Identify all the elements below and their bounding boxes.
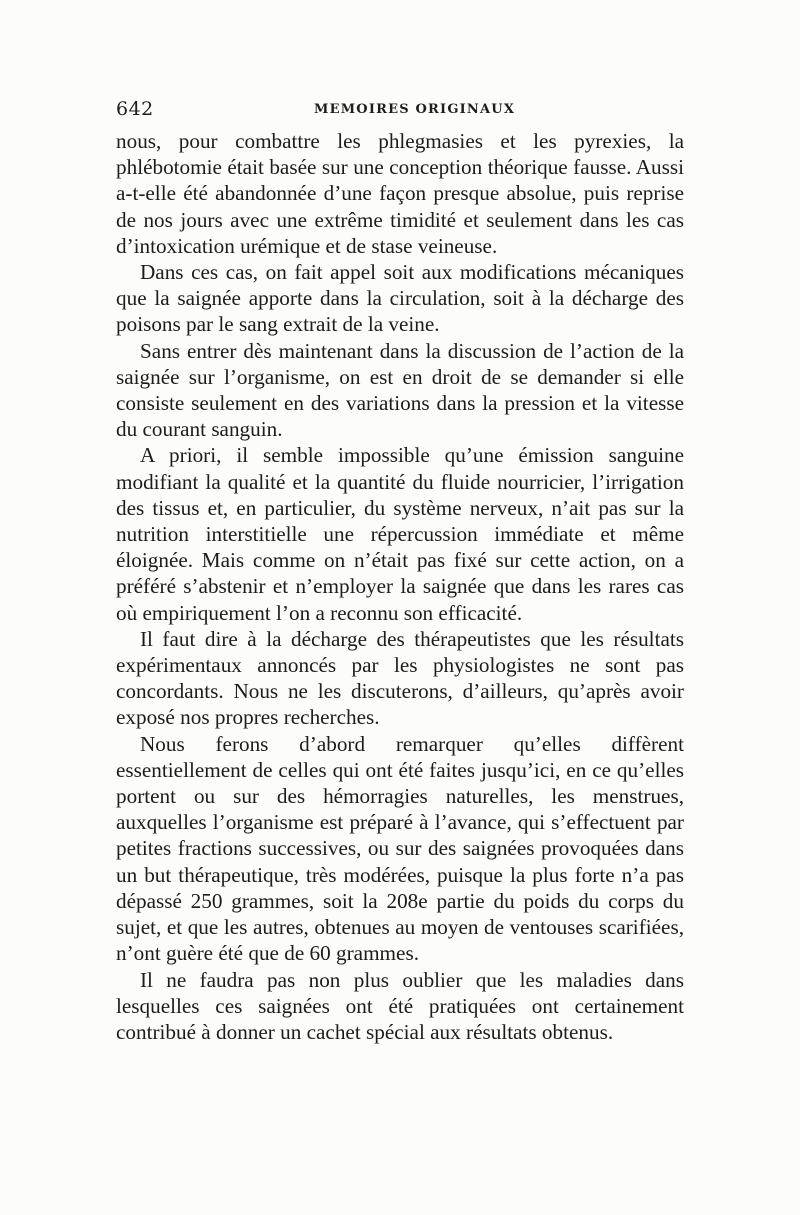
page-number: 642 [116,98,154,120]
paragraph-4: A priori, il semble impossible qu’une émission sanguine modifiant la qualité et la quantité du fluide nourricier, l’irrigation des tissus et, en particulier, du système nerveux, n’ait pas sur la nutrition interstitielle une répercussion immédiate et même éloignée. Mais comme on n’était pas fixé sur cette action, on a préféré s’abstenir et n’employer la saignée que dans les rares cas où empiriquement l’on a reconnu son efficacité. [116,443,684,625]
paragraph-1: nous, pour combattre les phlegmasies et les pyrexies, la phlébotomie était basée sur une conception théorique fausse. Aussi a-t-elle été abandonnée d’une façon presque absolue, puis reprise de nos jours avec une extrême timidité et seulement dans les cas d’intoxication urémique et de stase veineuse. [116,129,684,258]
paragraph-2: Dans ces cas, on fait appel soit aux modifications mécaniques que la saignée apporte dans la circulation, soit à la décharge des poisons par le sang extrait de la veine. [116,260,684,337]
page-header [116,98,682,124]
paragraph-7: Il ne faudra pas non plus oublier que les maladies dans lesquelles ces saignées ont été pratiquées ont certainement contribué à donner un cachet spécial aux résultats obtenus. [116,967,684,1044]
running-title: MEMOIRES ORIGINAUX [314,102,516,117]
paragraph-5: Il faut dire à la décharge des thérapeutistes que les résultats expérimentaux annoncés par les physiologistes ne sont pas concordants. Nous ne les discuterons, d’ailleurs, qu’après avoir exposé nos propres recherches. [116,626,684,730]
body-text [116,128,684,1045]
paragraph-6: Nous ferons d’abord remarquer qu’elles diffèrent essentiellement de celles qui ont été faites jusqu’ici, en ce qu’elles portent ou sur des hémorragies naturelles, les menstrues, auxquelles l’organisme est préparé à l’avance, qui s’effectuent par petites fractions successives, ou sur des saignées provoquées dans un but thérapeutique, très modérées, puisque la plus forte n’a pas dépassé 250 grammes, soit la 208e partie du poids du corps du sujet, et que les autres, obtenues au moyen de ventouses scarifiées, n’ont guère été que de 60 grammes. [116,731,684,966]
paragraph-3: Sans entrer dès maintenant dans la discussion de l’action de la saignée sur l’organisme, on est en droit de se demander si elle consiste seulement en des variations dans la pression et la vitesse du courant sanguin. [116,338,684,442]
